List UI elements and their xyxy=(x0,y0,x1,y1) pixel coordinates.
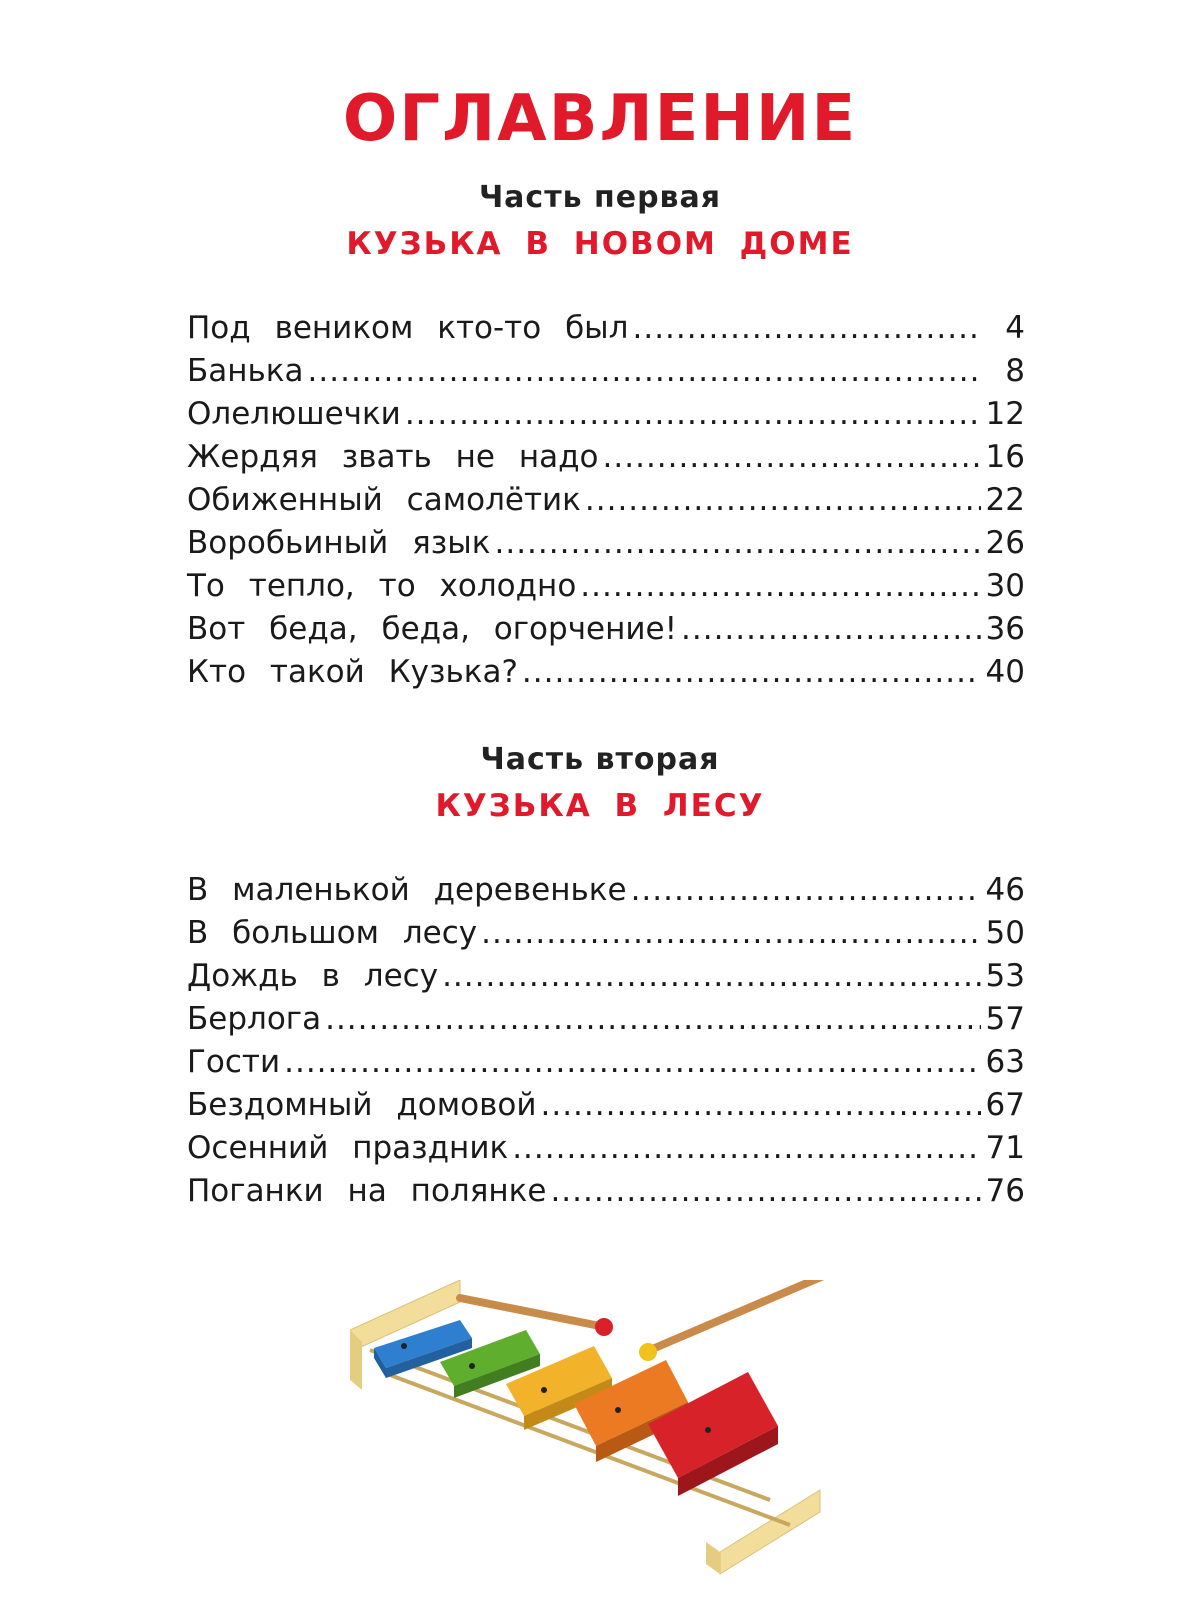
dot-leader xyxy=(541,1087,982,1123)
dot-leader xyxy=(632,310,981,346)
dot-leader xyxy=(495,525,982,561)
toc-entry-label: Вот беда, беда, огорчение! xyxy=(187,611,678,647)
part-2-heading: Часть вторая xyxy=(480,742,720,777)
dot-leader xyxy=(284,1044,981,1080)
toc-entry-page: 30 xyxy=(985,568,1025,604)
toc-entry-page: 50 xyxy=(985,915,1025,951)
toc-entry[interactable] xyxy=(187,568,1025,611)
mallet-stick xyxy=(460,1298,600,1326)
toc-entry[interactable] xyxy=(187,482,1025,525)
xylophone-bars xyxy=(374,1320,778,1496)
part-1-heading: Часть первая xyxy=(478,180,722,215)
toc-entry-label: Поганки на полянке xyxy=(187,1173,547,1209)
mallet-head xyxy=(639,1343,657,1361)
toc-entry-label: В большом лесу xyxy=(187,915,478,951)
toc-entry[interactable] xyxy=(187,1130,1025,1173)
toc-entry-label: Осенний праздник xyxy=(187,1130,509,1166)
toc-entry[interactable] xyxy=(187,1001,1025,1044)
dot-leader xyxy=(405,396,981,432)
toc-entry-page: 76 xyxy=(985,1173,1025,1209)
toc-entry-label: Олелюшечки xyxy=(187,396,401,432)
toc-entry[interactable] xyxy=(187,1173,1025,1216)
toc-entry[interactable] xyxy=(187,915,1025,958)
toc-entry-label: Дождь в лесу xyxy=(187,958,439,994)
dot-leader xyxy=(681,611,981,647)
toc-entry-label: Жердяя звать не надо xyxy=(187,439,599,475)
toc-entry-label: В маленькой деревеньке xyxy=(187,872,627,908)
dot-leader xyxy=(631,872,981,908)
dot-leader xyxy=(481,915,981,951)
page-title: ОГЛАВЛЕНИЕ xyxy=(342,82,858,156)
toc-entry[interactable] xyxy=(187,611,1025,654)
dot-leader xyxy=(585,482,981,518)
toc-entry[interactable] xyxy=(187,439,1025,482)
toc-entry-page: 36 xyxy=(985,611,1025,647)
toc-entry[interactable] xyxy=(187,353,1025,396)
toc-entry-page: 40 xyxy=(985,654,1025,690)
toc-entry[interactable] xyxy=(187,872,1025,915)
toc-entry-page: 53 xyxy=(985,958,1025,994)
toc-entry-label: Под веником кто-то был xyxy=(187,310,629,346)
toc-entry-page: 4 xyxy=(1005,310,1025,346)
toc-entry-label: Банька xyxy=(187,353,304,389)
toc-entry-page: 57 xyxy=(985,1001,1025,1037)
toc-entry-label: Воробьиный язык xyxy=(187,525,491,561)
xylophone-icon xyxy=(350,1280,850,1580)
toc-entry-page: 12 xyxy=(985,396,1025,432)
dot-leader xyxy=(308,353,981,389)
toc-entry-page: 22 xyxy=(985,482,1025,518)
toc-entry[interactable] xyxy=(187,525,1025,568)
dot-leader xyxy=(442,958,981,994)
dot-leader xyxy=(325,1001,981,1037)
toc-entry-label: Кто такой Кузька? xyxy=(187,654,518,690)
toc-entry-page: 71 xyxy=(985,1130,1025,1166)
toc-entry-page: 16 xyxy=(985,439,1025,475)
toc-entry[interactable] xyxy=(187,654,1025,697)
toc-entry-page: 67 xyxy=(985,1087,1025,1123)
toc-entry-page: 63 xyxy=(985,1044,1025,1080)
dot-leader xyxy=(580,568,981,604)
xylophone-frame-right-front xyxy=(706,1542,720,1574)
toc-part-2 xyxy=(187,872,1025,1216)
toc-entry-label: То тепло, то холодно xyxy=(187,568,577,604)
mallet-head xyxy=(595,1318,613,1336)
dot-leader xyxy=(550,1173,981,1209)
dot-leader xyxy=(603,439,981,475)
toc-entry-label: Обиженный самолётик xyxy=(187,482,581,518)
toc-entry-label: Бездомный домовой xyxy=(187,1087,537,1123)
toc-entry[interactable] xyxy=(187,958,1025,1001)
toc-entry[interactable] xyxy=(187,1044,1025,1087)
toc-entry[interactable] xyxy=(187,1087,1025,1130)
part-1-title: КУЗЬКА В НОВОМ ДОМЕ xyxy=(346,226,854,262)
part-2-title: КУЗЬКА В ЛЕСУ xyxy=(435,788,765,824)
toc-entry-label: Берлога xyxy=(187,1001,322,1037)
dot-leader xyxy=(512,1130,981,1166)
toc-entry-page: 46 xyxy=(985,872,1025,908)
toc-entry-page: 26 xyxy=(985,525,1025,561)
toc-entry[interactable] xyxy=(187,396,1025,439)
toc-entry-label: Гости xyxy=(187,1044,281,1080)
toc-part-1 xyxy=(187,310,1025,697)
toc-entry-page: 8 xyxy=(1005,353,1025,389)
dot-leader xyxy=(522,654,981,690)
toc-entry[interactable] xyxy=(187,310,1025,353)
mallet-stick xyxy=(650,1280,828,1350)
